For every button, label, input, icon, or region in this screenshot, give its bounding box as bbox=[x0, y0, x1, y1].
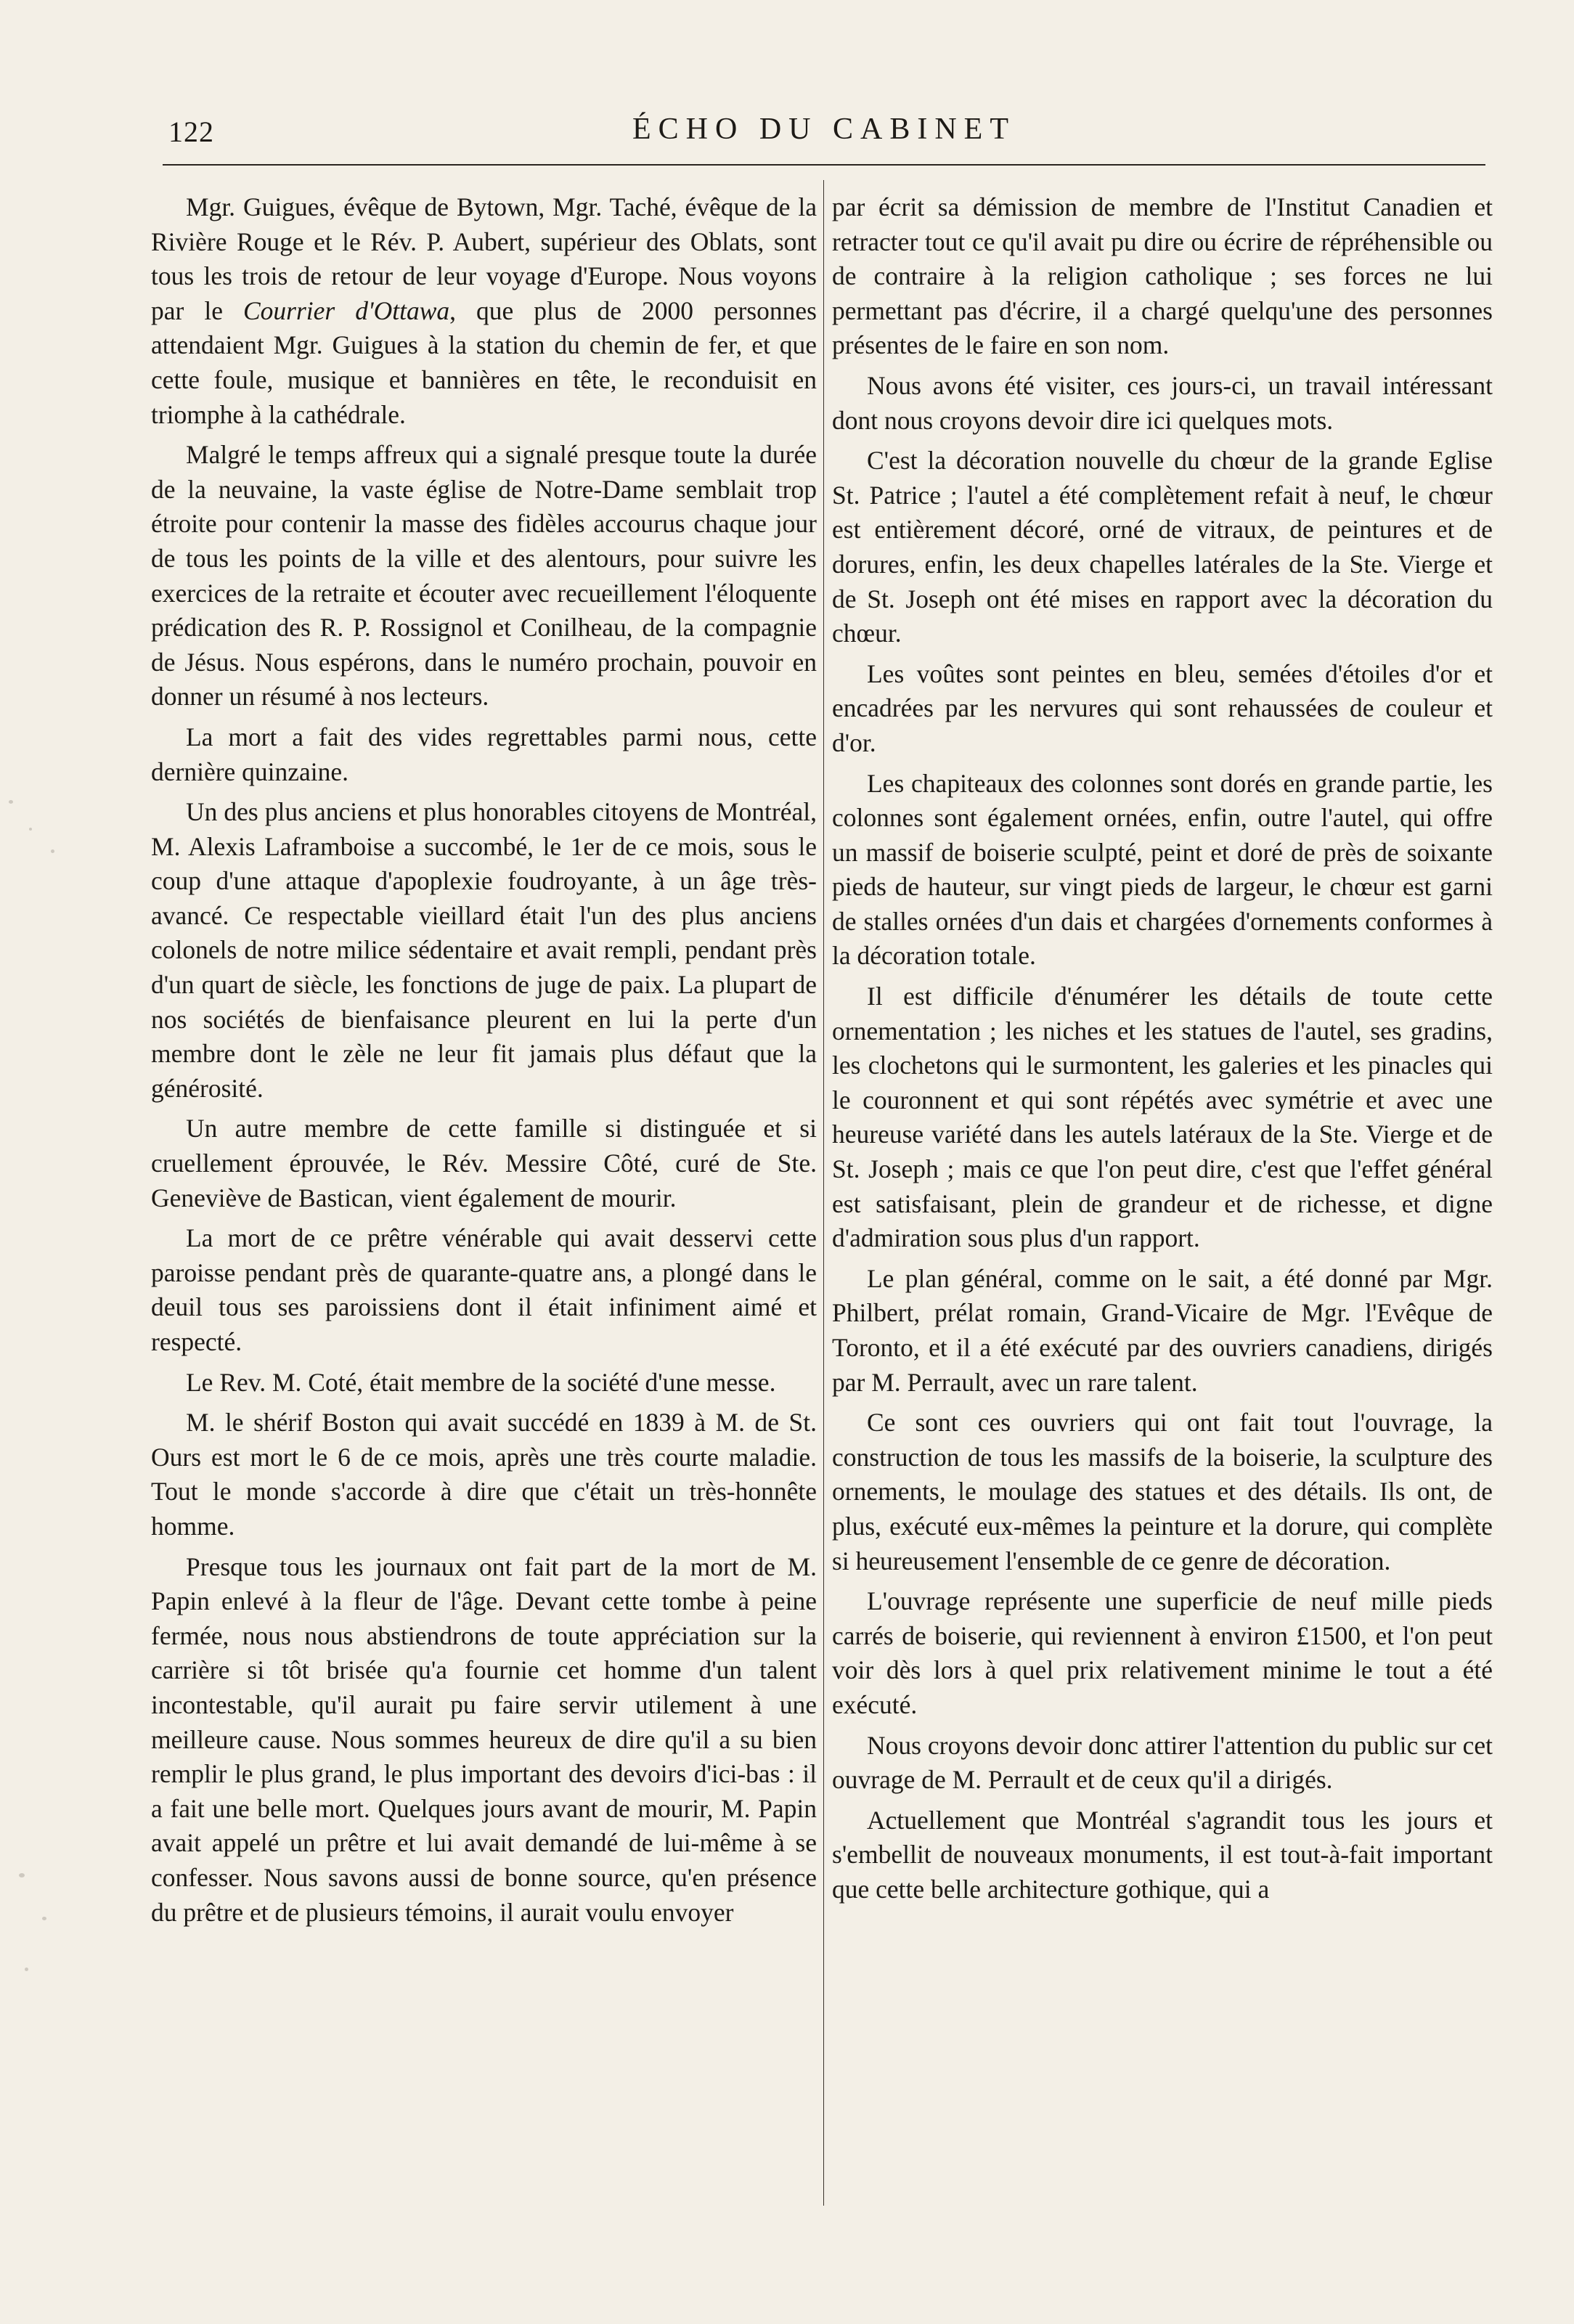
paragraph bbox=[151, 1366, 817, 1400]
header-rule bbox=[163, 164, 1485, 166]
paragraph-text: La mort de ce prêtre vénérable qui avait desservi cette paroisse pendant près de quarante-quatre ans, a plongé dans le deuil tous ses paroissiens dont il était infiniment aimé et respecté. bbox=[151, 1223, 817, 1356]
paragraph-text: par écrit sa démission de membre de l'Institut Canadien et retracter tout ce qu'il avait pu dire ou écrire de répréhensible ou de contraire à la religion catholique ; ses forces ne lui permettant pas d'écrire, il a chargé quelqu'une des personnes présentes de le faire en son nom. bbox=[832, 192, 1493, 360]
running-header bbox=[163, 107, 1485, 158]
paragraph-text: Mgr. Guigues, évêque de Bytown, Mgr. Taché, évêque de la Rivière Rouge et le Rév. P. Aubert, supérieur des Oblats, sont tous les trois de retour de leur voyage d'Europe. Nous voyons par le bbox=[151, 192, 817, 325]
paragraph bbox=[832, 444, 1493, 651]
paragraph-text: Un autre membre de cette famille si distinguée et si cruellement éprouvée, le Rév. Messire Côté, curé de Ste. Geneviève de Bastican, vient également de mourir. bbox=[151, 1114, 817, 1212]
page-number: 122 bbox=[168, 115, 214, 148]
paragraph bbox=[151, 720, 817, 789]
paragraph bbox=[832, 1584, 1493, 1722]
paragraph bbox=[832, 1406, 1493, 1578]
paragraph bbox=[151, 190, 817, 432]
paragraph bbox=[151, 1221, 817, 1359]
paragraph-text: Le Rev. M. Coté, était membre de la société d'une messe. bbox=[186, 1367, 776, 1397]
scan-speck bbox=[42, 1917, 46, 1920]
paragraph bbox=[151, 1406, 817, 1544]
paragraph bbox=[832, 979, 1493, 1256]
paragraph-text: L'ouvrage représente une superficie de neuf mille pieds carrés de boiserie, qui reviennent à environ £1500, et l'on peut voir dès lors à quel prix relativement minime le tout a été exécuté. bbox=[832, 1586, 1493, 1719]
paragraph-text: Actuellement que Montréal s'agrandit tous les jours et s'embellit de nouveaux monuments, il est tout-à-fait important que cette belle architecture gothique, qui a bbox=[832, 1805, 1493, 1904]
paragraph-text: Nous croyons devoir donc attirer l'attention du public sur cet ouvrage de M. Perrault et de ceux qu'il a dirigés. bbox=[832, 1730, 1493, 1795]
paragraph bbox=[151, 795, 817, 1106]
scan-speck bbox=[19, 1873, 25, 1877]
column-divider bbox=[823, 180, 824, 2206]
left-column bbox=[151, 190, 817, 1936]
paragraph-text: Ce sont ces ouvriers qui ont fait tout l'ouvrage, la construction de tous les massifs de la boiserie, la sculpture des ornements, le moulage des statues et des détails. Ils ont, de plus, exécuté eux-mêmes la peinture et la dorure, qui complète si heureusement l'ensemble de ce genre de décoration. bbox=[832, 1408, 1493, 1575]
paragraph bbox=[832, 1262, 1493, 1400]
paragraph bbox=[832, 369, 1493, 438]
paragraph bbox=[832, 767, 1493, 974]
paragraph bbox=[151, 438, 817, 714]
paragraph-text: Les voûtes sont peintes en bleu, semées d'étoiles d'or et encadrées par les nervures qui sont rehaussées de couleur et d'or. bbox=[832, 659, 1493, 757]
paragraph-text: Les chapiteaux des colonnes sont dorés en grande partie, les colonnes sont également ornées, enfin, outre l'autel, qui offre un massif de boiserie sculpté, peint et doré de près de soixante pieds de hauteur, sur vingt pieds de largeur, le chœur est garni de stalles ornées d'un dais et chargées d'ornements conformes à la décoration totale. bbox=[832, 768, 1493, 971]
right-column bbox=[832, 190, 1493, 1913]
scan-speck bbox=[9, 800, 13, 804]
scan-speck bbox=[51, 849, 54, 853]
paragraph-text: Il est difficile d'énumérer les détails de toute cette ornementation ; les niches et les statues de l'autel, ses gradins, les clochetons qui le surmontent, les galeries et les pinacles qui le couronnent et qui sont répétés avec symétrie et avec une heureuse variété dans les autels latéraux de la Ste. Vierge et de St. Joseph ; mais ce que l'on peut dire, c'est que l'effet général est satisfaisant, plein de grandeur et de richesse, et digne d'admiration sous plus d'un rapport. bbox=[832, 982, 1493, 1253]
paragraph bbox=[832, 657, 1493, 761]
paragraph-text: M. le shérif Boston qui avait succédé en 1839 à M. de St. Ours est mort le 6 de ce mois, après une très courte maladie. Tout le monde s'accorde à dire que c'était un très-honnête homme. bbox=[151, 1408, 817, 1541]
paragraph-text: C'est la décoration nouvelle du chœur de la grande Eglise St. Patrice ; l'autel a été complètement refait à neuf, le chœur est entièrement décoré, orné de vitraux, de peintures et de dorures, enfin, les deux chapelles latérales de la Ste. Vierge et de St. Joseph ont été mises en rapport avec la décoration du chœur. bbox=[832, 446, 1493, 648]
paragraph-text: Un des plus anciens et plus honorables citoyens de Montréal, M. Alexis Laframboise a succombé, le 1er de ce mois, sous le coup d'une attaque d'apoplexie foudroyante, à un âge très-avancé. Ce respectable vieillard était l'un des plus anciens colonels de notre milice sédentaire et avait rempli, pendant près d'un quart de siècle, les fonctions de juge de paix. La plupart de nos sociétés de bienfaisance pleurent en lui la perte d'un membre dont le zèle ne leur fit jamais plus défaut que la générosité. bbox=[151, 797, 817, 1103]
paragraph bbox=[832, 1803, 1493, 1907]
paragraph-text: Malgré le temps affreux qui a signalé presque toute la durée de la neuvaine, la vaste église de Notre-Dame semblait trop étroite pour contenir la masse des fidèles accourus chaque jour de tous les points de la ville et des alentours, pour suivre les exercices de la retraite et écouter avec recueillement l'éloquente prédication des R. P. Rossignol et Conilheau, de la compagnie de Jésus. Nous espérons, dans le numéro prochain, pouvoir en donner un résumé à nos lecteurs. bbox=[151, 440, 817, 712]
paragraph-text: La mort a fait des vides regrettables parmi nous, cette dernière quinzaine. bbox=[151, 722, 817, 786]
newspaper-title: Courrier d'Ottawa bbox=[242, 295, 450, 325]
paragraph bbox=[151, 1112, 817, 1215]
paragraph bbox=[832, 190, 1493, 363]
paragraph-text: Nous avons été visiter, ces jours-ci, un travail intéressant dont nous croyons devoir dire ici quelques mots. bbox=[832, 370, 1493, 435]
scan-speck bbox=[29, 828, 32, 831]
scan-speck bbox=[25, 1968, 28, 1971]
paragraph-text: Le plan général, comme on le sait, a été donné par Mgr. Philbert, prélat romain, Grand-Vicaire de Mgr. l'Evêque de Toronto, et il a été exécuté par des ouvriers canadiens, dirigés par M. Perrault, avec un rare talent. bbox=[832, 1263, 1493, 1397]
running-title: ÉCHO DU CABINET bbox=[632, 113, 1016, 146]
paragraph-text: Presque tous les journaux ont fait part de la mort de M. Papin enlevé à la fleur de l'âge. Devant cette tombe à peine fermée, nous nous abstiendrons de toute appréciation sur la carrière si tôt brisée qu'a fournie cet homme d'un talent incontestable, qu'il aurait pu faire servir utilement à une meilleure cause. Nous sommes heureux de dire qu'il a su bien remplir le plus grand, le plus important des devoirs d'ici-bas : il a fait une belle mort. Quelques jours avant de mourir, M. Papin avait appelé un prêtre et lui avait demandé de lui-même à se confesser. Nous savons aussi de bonne source, qu'en présence du prêtre et de plusieurs témoins, il aurait voulu envoyer bbox=[151, 1552, 817, 1927]
paragraph-text: , que plus de 2000 personnes attendaient Mgr. Guigues à la station du chemin de fer, et que cette foule, musique et bannières en tête, le reconduisit en triomphe à la cathédrale. bbox=[151, 295, 817, 429]
paragraph bbox=[151, 1550, 817, 1930]
paragraph bbox=[832, 1729, 1493, 1798]
